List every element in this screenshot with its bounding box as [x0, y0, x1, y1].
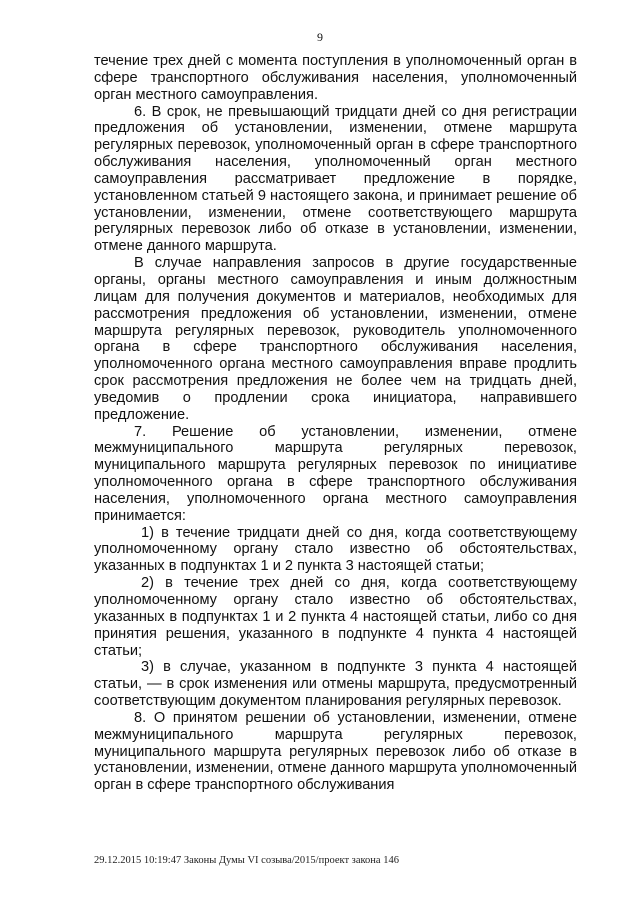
paragraph-item-6: 6. В срок, не превышающий тридцати дней со дня регистрации предложения об установлении, изменении, отмене маршрута регулярных перевозок, уполномоченный орган в сфере транспортного обслуживания населения, уполномоченный орган местного самоуправления рассматривает предложение в порядке, установленном статьей 9 настоящего закона, и принимает решение об установлении, изменении, отмене соответствующего маршрута регулярных перевозок либо об отказе в установлении, изменении, отмене данного маршрута. [94, 103, 577, 255]
subitem-2: 2) в течение трех дней со дня, когда соответствующему уполномоченному органу стало известно об обстоятельствах, указанных в подпунктах 1 и 2 пункта 4 настоящей статьи, либо со дня принятия решения, указанного в подпункте 4 пункта 4 настоящей статьи; [94, 575, 577, 659]
page-number: 9 [317, 30, 323, 44]
paragraph-item-7: 7. Решение об установлении, изменении, отмене межмуниципального маршрута регулярных перевозок, муниципального маршрута регулярных перевозок по инициативе уполномоченного органа в сфере транспортного обслуживания населения, уполномоченного органа местного самоуправления принимается: [94, 423, 577, 524]
paragraph-requests: В случае направления запросов в другие государственные органы, органы местного самоуправления и иным должностным лицам для получения документов и материалов, необходимых для рассмотрения предложения об установлении, изменении, отмене маршрута регулярных перевозок, руководитель уполномоченного органа в сфере транспортного обслуживания населения, уполномоченного органа местного самоуправления вправе продлить срок рассмотрения предложения не более чем на тридцать дней, уведомив о продлении срока инициатора, направившего предложение. [94, 255, 577, 423]
subitem-3: 3) в случае, указанном в подпункте 3 пункта 4 настоящей статьи, — в срок изменения или отмены маршрута, предусмотренный соответствующим документом планирования регулярных перевозок. [94, 659, 577, 710]
subitem-1: 1) в течение тридцати дней со дня, когда соответствующему уполномоченному органу стало известно об обстоятельствах, указанных в подпунктах 1 и 2 пункта 3 настоящей статьи; [94, 524, 577, 575]
paragraph-continuation: течение трех дней с момента поступления в уполномоченный орган в сфере транспортного обслуживания населения, уполномоченный орган местного самоуправления. [94, 53, 577, 103]
footer-file-path: 29.12.2015 10:19:47 Законы Думы VI созыва/2015/проект закона 146 [94, 855, 399, 866]
paragraph-item-8: 8. О принятом решении об установлении, изменении, отмене межмуниципального маршрута регулярных перевозок, муниципального маршрута регулярных перевозок либо об отказе в установлении, изменении, отмене данного маршрута уполномоченный орган в сфере транспортного обслуживания [94, 709, 577, 794]
document-body [94, 53, 577, 794]
